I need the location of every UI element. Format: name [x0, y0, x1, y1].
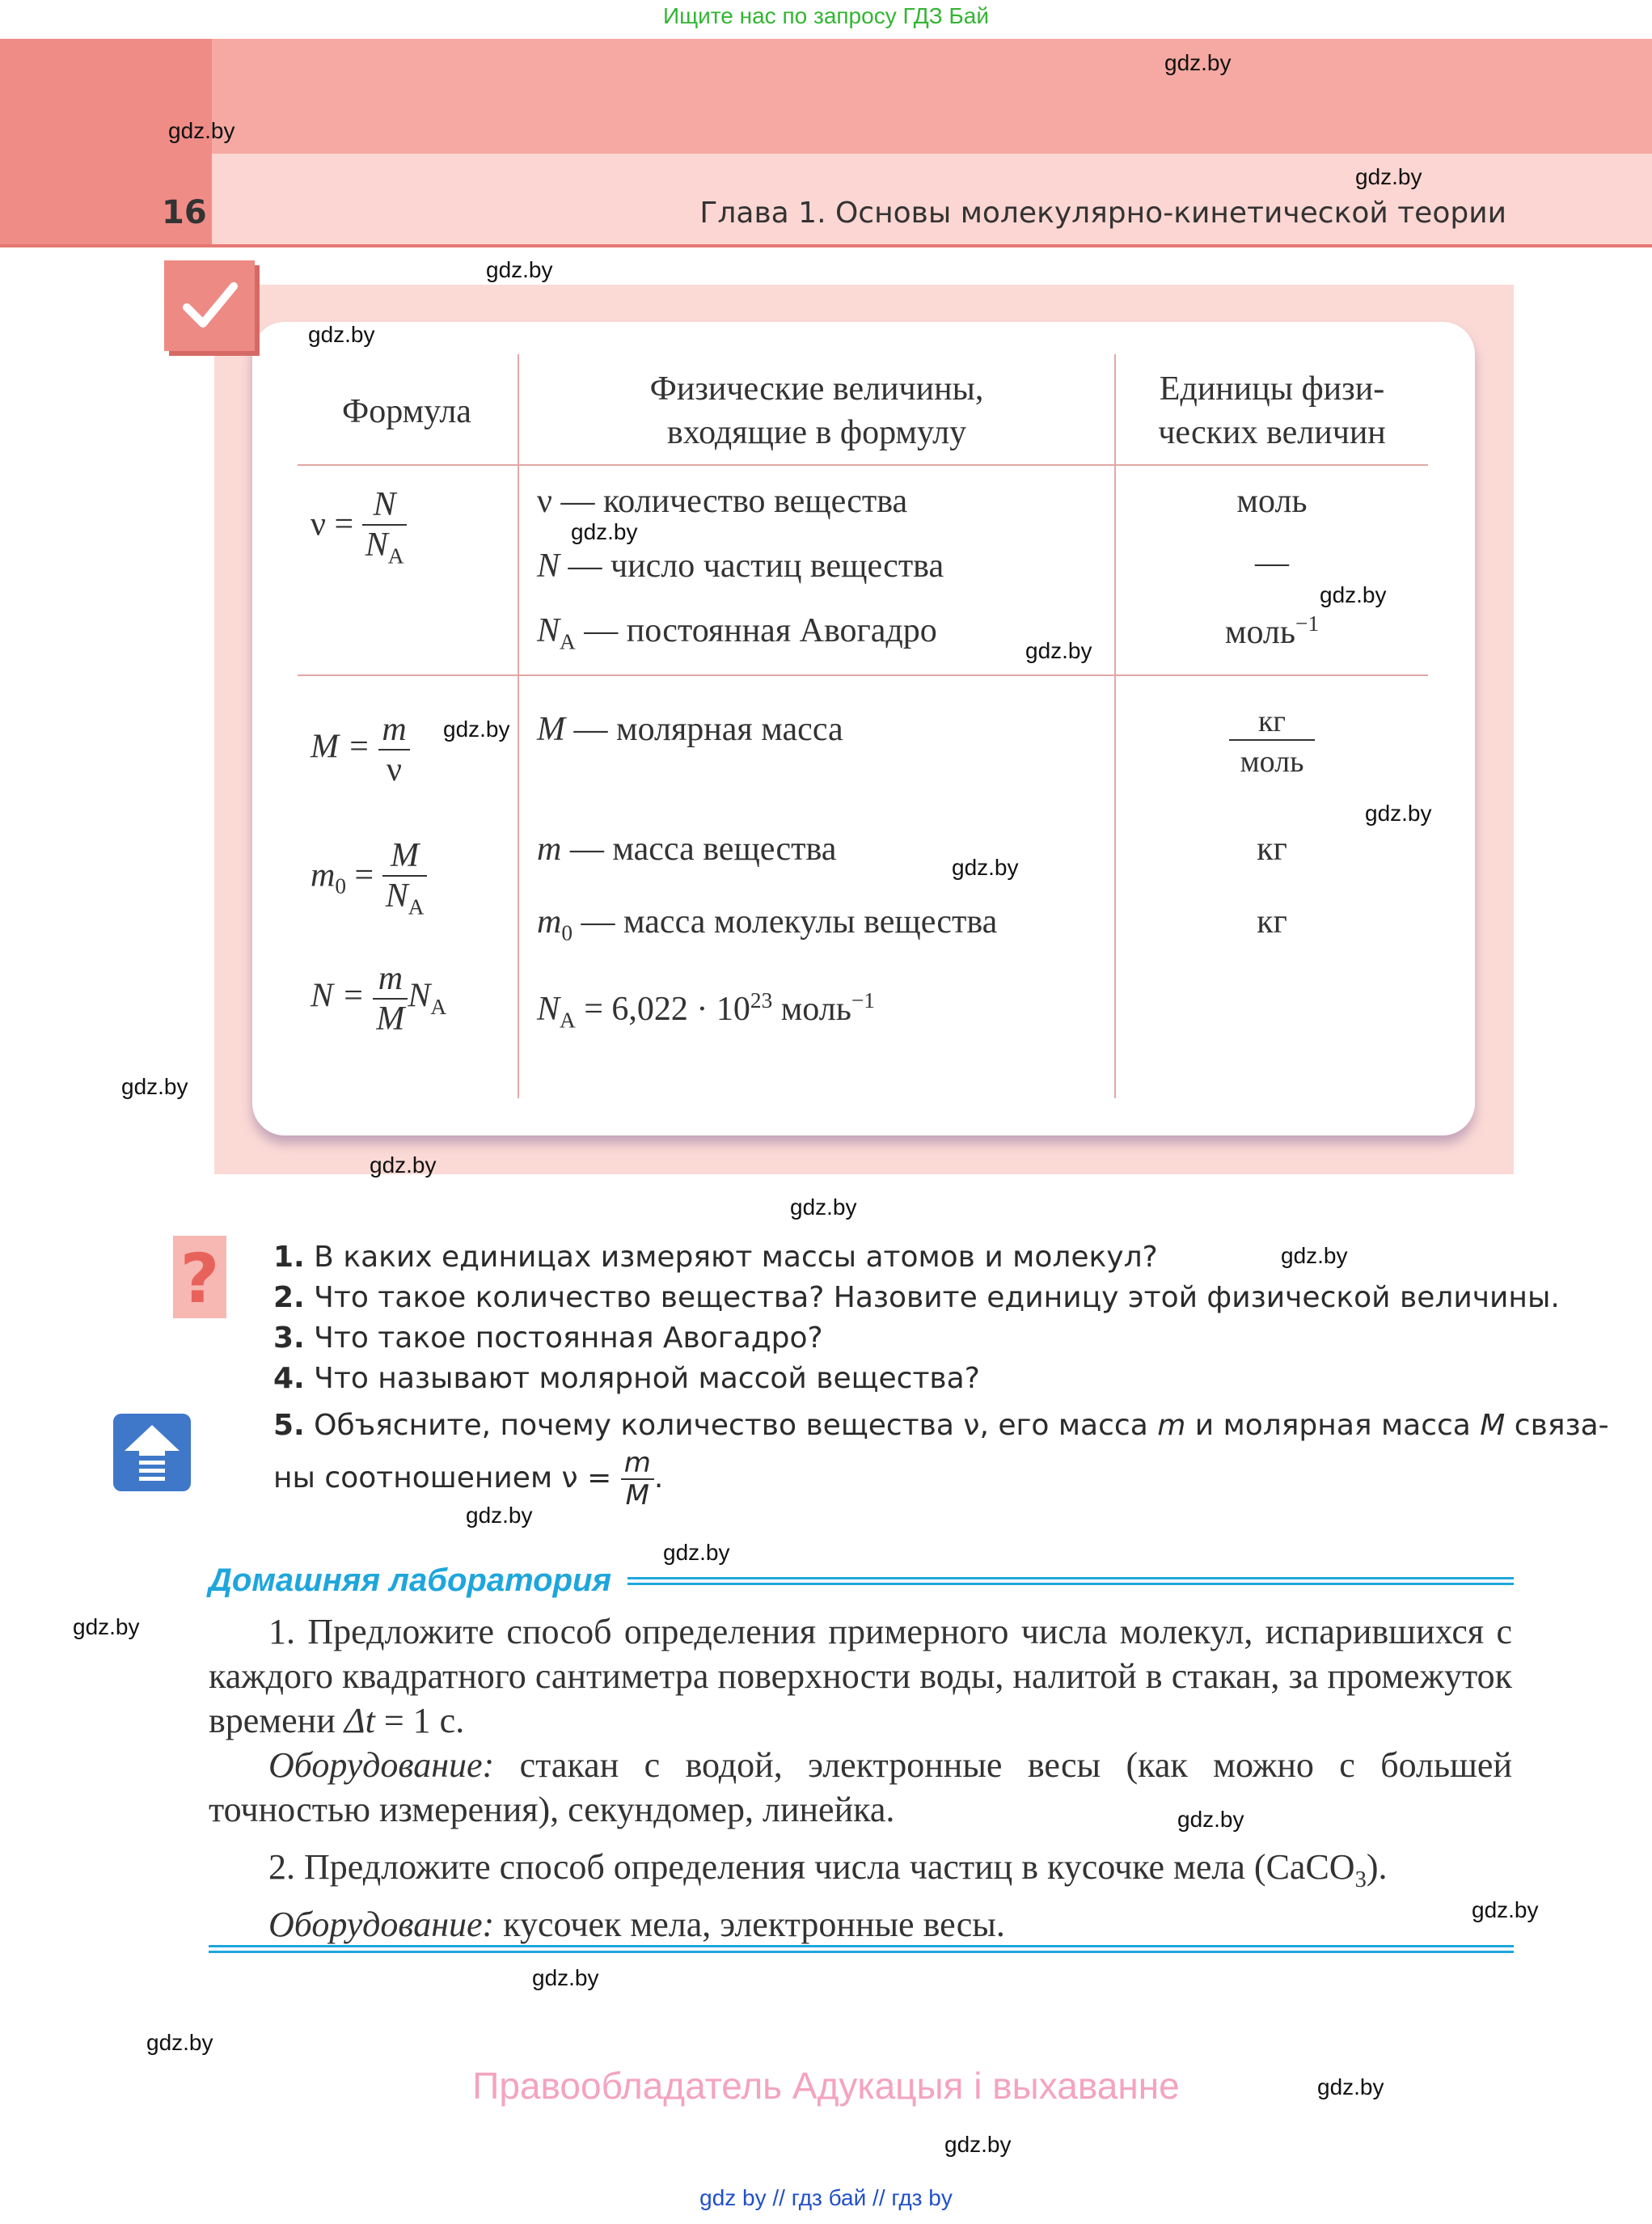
watermark: gdz.by	[370, 1152, 437, 1178]
watermark: gdz.by	[1355, 164, 1422, 189]
lab-equipment-label: Оборудование:	[268, 1745, 495, 1785]
lab-equipment-text: кусочек мела, электронные весы.	[494, 1904, 1005, 1944]
question-text: Что такое количество вещества? Назовите единицу этой физической величины.	[304, 1281, 1560, 1314]
formula-molar-mass-num: m	[382, 711, 407, 748]
watermark: gdz.by	[944, 2132, 1012, 2157]
question-text: Объясните, почему количество вещества ν, его масса	[304, 1409, 1158, 1442]
unit-text: моль	[1224, 614, 1296, 651]
formula-nu-num: N	[373, 486, 396, 523]
quantity-row-n	[537, 547, 944, 586]
formula-particle-count	[311, 959, 446, 1038]
watermark: gdz.by	[486, 257, 553, 282]
quantity-desc: — число частиц вещества	[560, 548, 944, 585]
quantity-sub: A	[560, 629, 576, 654]
question-item	[273, 1318, 1535, 1359]
lab-task-number: 1.	[268, 1612, 295, 1651]
question-number: 4.	[273, 1362, 305, 1395]
quantity-symbol: m	[537, 831, 562, 868]
lab-task-text: = 1 с.	[374, 1701, 465, 1740]
header-quantities	[519, 367, 1114, 455]
formula-particle-count-tail: N	[408, 977, 431, 1015]
formula-molecule-mass-num: M	[391, 837, 420, 874]
lab-equipment-text: стакан с водой, электронные весы (как можно с большей точностью измерения), секундомер, линейка.	[209, 1745, 1512, 1829]
watermark: gdz.by	[1164, 50, 1232, 75]
watermark: gdz.by	[1281, 1243, 1348, 1268]
formula-molecule-mass-fraction	[382, 836, 428, 920]
question-symbol: m	[1157, 1409, 1186, 1442]
formula-molecule-mass-eq: =	[354, 856, 374, 894]
question-text: и молярная масса	[1185, 1409, 1481, 1442]
question-symbol: M	[1480, 1409, 1506, 1442]
question-fraction-num: m	[623, 1447, 651, 1479]
question-text: .	[653, 1461, 664, 1495]
checkmark-icon	[164, 260, 255, 351]
formula-molecule-mass-lhs: m	[311, 856, 336, 894]
lab-task-1-equipment	[209, 1743, 1512, 1832]
chapter-title: Глава 1. Основы молекулярно-кинетической теории	[699, 197, 1506, 230]
formula-nu-den: N	[365, 526, 388, 564]
copyright-notice: Правообладатель Адукацыя і выхаванне	[472, 2065, 1180, 2107]
lab-task-2-equipment	[209, 1902, 1512, 1947]
watermark: gdz.by	[121, 1074, 188, 1099]
home-lab-text	[209, 1609, 1512, 1947]
watermark: gdz.by	[466, 1503, 533, 1528]
header-quantities-line2: входящие в формулу	[666, 414, 967, 451]
question-item	[273, 1359, 1535, 1399]
formula-molar-mass	[311, 710, 410, 789]
unit-sup: −1	[1295, 611, 1320, 636]
watermark: gdz.by	[790, 1194, 857, 1220]
watermark: gdz.by	[1472, 1897, 1539, 1922]
quantity-row-molecule-mass	[537, 903, 997, 945]
bottom-links[interactable]: gdz by // гдз бай // гдз by	[699, 2185, 953, 2210]
watermark: gdz.by	[1025, 638, 1092, 663]
lab-task-text: ).	[1366, 1847, 1388, 1887]
header-units-line2: ческих величин	[1158, 414, 1386, 451]
formula-particle-count-lhs: N =	[311, 977, 365, 1015]
watermark: gdz.by	[1365, 801, 1432, 826]
table-hline-header	[298, 464, 1428, 466]
question-text: ны соотношением ν =	[273, 1461, 612, 1495]
header-units-line1: Единицы физи-	[1159, 370, 1385, 408]
formula-molecule-mass-den: N	[385, 877, 408, 915]
quantity-desc: — масса молекулы вещества	[572, 903, 998, 941]
lab-task-text: Предложите способ определения примерного числа молекул, испарившихся с каждого квадратного сантиметра поверхности воды, налитой в стакан, за промежуток времени	[209, 1612, 1512, 1740]
quantity-row-mass	[537, 830, 836, 869]
avogadro-unit: моль	[772, 991, 851, 1028]
avogadro-symbol: N	[537, 991, 560, 1028]
top-notice: Ищите нас по запросу ГДЗ Бай	[662, 3, 990, 28]
lab-task-symbol: Δt	[344, 1701, 375, 1740]
formula-molecule-mass-den-sub: A	[408, 894, 425, 920]
question-number: 5.	[273, 1409, 305, 1442]
question-text: связа-	[1505, 1409, 1609, 1442]
avogadro-unit-sup: −1	[851, 988, 875, 1013]
unit-row-molecule-mass: кг	[1257, 903, 1287, 941]
table-vline-1	[518, 354, 519, 1098]
question-text: Что такое постоянная Авогадро?	[304, 1321, 823, 1355]
formula-molar-mass-den: ν	[378, 749, 409, 789]
quantity-row-nu	[537, 482, 907, 521]
lab-task-1	[209, 1609, 1512, 1743]
question-fraction-den: M	[625, 1479, 649, 1512]
page-number: 16	[162, 194, 207, 231]
question-number: 2.	[273, 1281, 305, 1314]
formula-molar-mass-fraction	[378, 710, 409, 789]
avogadro-exponent: 23	[750, 988, 773, 1013]
lab-task-2	[209, 1845, 1512, 1902]
watermark: gdz.by	[1177, 1807, 1244, 1832]
question-number: 1.	[273, 1241, 305, 1274]
avogadro-value	[537, 988, 875, 1033]
unit-row-nu: моль	[1236, 483, 1308, 520]
question-item	[273, 1406, 1609, 1446]
question-number: 3.	[273, 1321, 305, 1355]
quantity-symbol: N	[537, 612, 560, 649]
formula-particle-count-fraction	[373, 959, 408, 1038]
formula-molecule-mass-lhs-sub: 0	[335, 873, 346, 898]
level-up-icon	[113, 1414, 191, 1491]
formula-nu-den-sub: A	[387, 543, 404, 569]
unit-row-mass: кг	[1257, 831, 1287, 868]
question-text: Что называют молярной массой вещества?	[304, 1362, 980, 1395]
unit-row-n: —	[1255, 544, 1289, 581]
watermark: gdz.by	[73, 1614, 140, 1639]
formula-molecule-mass	[311, 836, 427, 920]
quantity-desc: — постоянная Авогадро	[575, 612, 937, 649]
quantity-row-molar-mass	[537, 710, 843, 749]
formula-particle-count-tail-sub: A	[430, 995, 447, 1020]
lab-task-number: 2.	[268, 1847, 295, 1887]
quantity-symbol: M	[537, 711, 565, 748]
svg-text:?: ?	[180, 1239, 220, 1318]
formula-nu-fraction	[362, 485, 408, 569]
question-fraction	[621, 1448, 654, 1511]
watermark: gdz.by	[168, 118, 235, 143]
unit-row-na	[1116, 611, 1428, 652]
questions-list	[273, 1237, 1609, 1512]
unit-row-molar-mass	[1116, 704, 1428, 780]
header-quantities-line1: Физические величины,	[649, 370, 984, 408]
formula-particle-count-num: m	[378, 960, 403, 997]
quantity-row-na	[537, 611, 937, 654]
lab-task-sub: 3	[1354, 1867, 1367, 1892]
quantity-desc: — масса вещества	[561, 831, 837, 868]
quantity-symbol: ν	[537, 483, 552, 520]
question-text: В каких единицах измеряют массы атомов и молекул?	[304, 1241, 1158, 1274]
unit-fraction-den: моль	[1229, 739, 1316, 780]
lab-task-text: Предложите способ определения числа частиц в кусочке мела (CaCO	[295, 1847, 1355, 1887]
avogadro-sub: A	[560, 1008, 576, 1033]
header-units	[1116, 367, 1428, 455]
watermark: gdz.by	[308, 322, 375, 347]
watermark: gdz.by	[663, 1540, 730, 1565]
watermark: gdz.by	[1320, 582, 1387, 607]
lab-equipment-label: Оборудование:	[268, 1904, 495, 1944]
quantity-symbol: m	[537, 903, 562, 941]
formula-molar-mass-lhs: M =	[311, 728, 370, 766]
watermark: gdz.by	[146, 2030, 213, 2055]
header-divider	[0, 244, 1652, 247]
quantity-symbol: N	[537, 548, 560, 585]
formula-particle-count-den: M	[376, 1000, 405, 1038]
question-icon	[173, 1236, 226, 1318]
formula-nu	[311, 485, 407, 569]
unit-fraction	[1229, 704, 1316, 780]
question-item	[273, 1278, 1560, 1318]
home-lab-rule	[627, 1577, 1514, 1585]
home-lab-bottom-rule	[209, 1945, 1514, 1953]
formula-nu-lhs: ν =	[311, 505, 354, 543]
watermark: gdz.by	[532, 1965, 599, 1990]
watermark: gdz.by	[443, 717, 510, 742]
unit-fraction-num: кг	[1257, 704, 1287, 738]
header-formula: Формула	[342, 393, 471, 430]
quantity-sub: 0	[561, 920, 572, 945]
table-hline-group	[298, 674, 1428, 676]
header-band-top	[212, 39, 1652, 154]
home-lab-title: Домашняя лаборатория	[209, 1562, 612, 1598]
question-item-continued	[273, 1446, 1535, 1511]
watermark: gdz.by	[571, 519, 638, 544]
quantity-desc: — количество вещества	[552, 483, 908, 520]
watermark: gdz.by	[1317, 2074, 1384, 2099]
quantity-desc: — молярная масса	[565, 711, 843, 748]
watermark: gdz.by	[952, 855, 1019, 880]
avogadro-number: = 6,022 · 10	[575, 991, 750, 1028]
